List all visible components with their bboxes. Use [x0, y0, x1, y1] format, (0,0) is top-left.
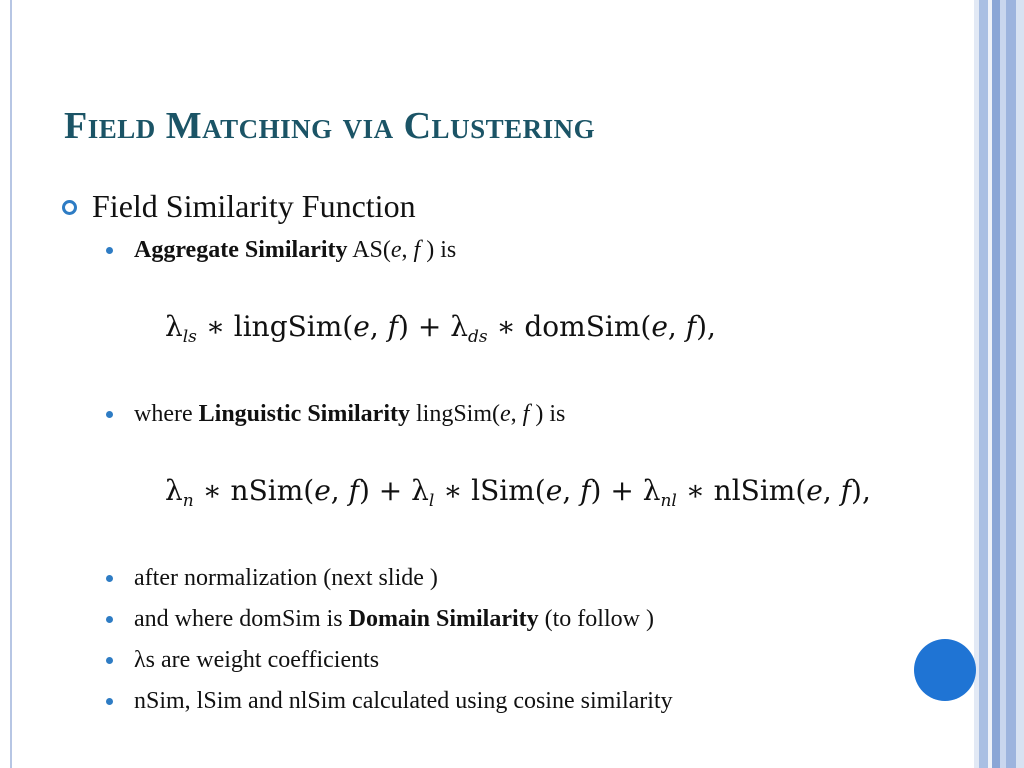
var-f: f	[580, 474, 591, 507]
text-fragment: (to follow )	[538, 606, 654, 632]
equation-aggregate-similarity	[165, 310, 716, 347]
left-border-line	[10, 0, 12, 768]
bullet-normalization	[106, 565, 438, 592]
slide-title: Field Matching via Clustering	[64, 105, 596, 147]
bullet-text: λs are weight coefficients	[134, 647, 380, 673]
bullet-weight-coefficients	[106, 647, 379, 674]
subscript: nl	[660, 491, 677, 511]
var-f: f	[387, 310, 398, 343]
var-f: f	[348, 474, 359, 507]
bullet-cosine-similarity	[106, 688, 673, 715]
var-e: e	[314, 474, 331, 507]
var-f: f	[522, 401, 530, 427]
subscript: l	[428, 491, 435, 511]
equation-fragment: ,	[369, 310, 388, 343]
lambda-symbol: λ	[165, 310, 183, 343]
text-fragment: ,	[510, 401, 523, 427]
equation-fragment: ,	[822, 474, 841, 507]
lambda-symbol: λ	[165, 474, 183, 507]
equation-fragment: ),	[696, 310, 716, 343]
equation-fragment: ,	[330, 474, 349, 507]
equation-fragment: ) +	[398, 310, 451, 343]
dot-bullet-icon	[106, 616, 113, 623]
var-e: e	[806, 474, 823, 507]
equation-fragment: ∗ domSim(	[487, 310, 652, 343]
equation-fragment: ∗ nlSim(	[676, 474, 807, 507]
dot-bullet-icon	[106, 411, 113, 418]
bold-term: Domain Similarity	[348, 606, 539, 632]
lambda-symbol: λ	[642, 474, 661, 507]
bullet-text: nSim, lSim and nlSim calculated using cosine similarity	[134, 688, 673, 714]
equation-fragment: ∗ lingSim(	[196, 310, 354, 343]
equation-linguistic-similarity	[165, 474, 871, 511]
main-bullet-text: Field Similarity Function	[92, 188, 416, 224]
equation-fragment: ∗ nSim(	[193, 474, 315, 507]
var-e: e	[390, 237, 402, 263]
dot-bullet-icon	[106, 698, 113, 705]
var-f: f	[685, 310, 697, 343]
bold-term: Aggregate Similarity	[134, 237, 348, 263]
ring-bullet-icon	[62, 200, 77, 215]
var-e: e	[651, 310, 668, 343]
subscript: ls	[182, 327, 197, 347]
var-e: e	[545, 474, 563, 507]
bullet-text: after normalization (next slide )	[134, 565, 438, 591]
text-fragment: ) is	[529, 401, 566, 427]
var-e: e	[353, 310, 370, 343]
lambda-symbol: λ	[450, 310, 468, 343]
text-fragment: ,	[401, 237, 414, 263]
bold-term: Linguistic Similarity	[198, 401, 410, 427]
decorative-circle-icon	[914, 639, 976, 701]
lambda-symbol: λ	[411, 474, 429, 507]
equation-fragment: ) +	[590, 474, 643, 507]
decorative-side-stripes	[974, 0, 1024, 768]
subscript: ds	[467, 327, 488, 347]
dot-bullet-icon	[106, 575, 113, 582]
equation-fragment: ) +	[358, 474, 412, 507]
subscript: n	[182, 491, 194, 511]
equation-fragment: ,	[667, 310, 686, 343]
var-f: f	[413, 237, 421, 263]
var-e: e	[500, 401, 511, 427]
text-fragment: where	[134, 401, 199, 427]
bullet-linguistic-similarity	[106, 401, 565, 428]
main-bullet	[62, 188, 416, 225]
var-f: f	[840, 474, 852, 507]
equation-fragment: ),	[851, 474, 871, 507]
text-fragment: AS(	[347, 237, 391, 263]
equation-fragment: ∗ lSim(	[434, 474, 546, 507]
text-fragment: ) is	[420, 237, 457, 263]
bullet-aggregate-similarity	[106, 237, 456, 264]
text-fragment: lingSim(	[410, 401, 501, 427]
dot-bullet-icon	[106, 657, 113, 664]
bullet-domain-similarity	[106, 606, 654, 633]
dot-bullet-icon	[106, 247, 113, 254]
text-fragment: and where domSim is	[134, 606, 349, 632]
equation-fragment: ,	[562, 474, 581, 507]
